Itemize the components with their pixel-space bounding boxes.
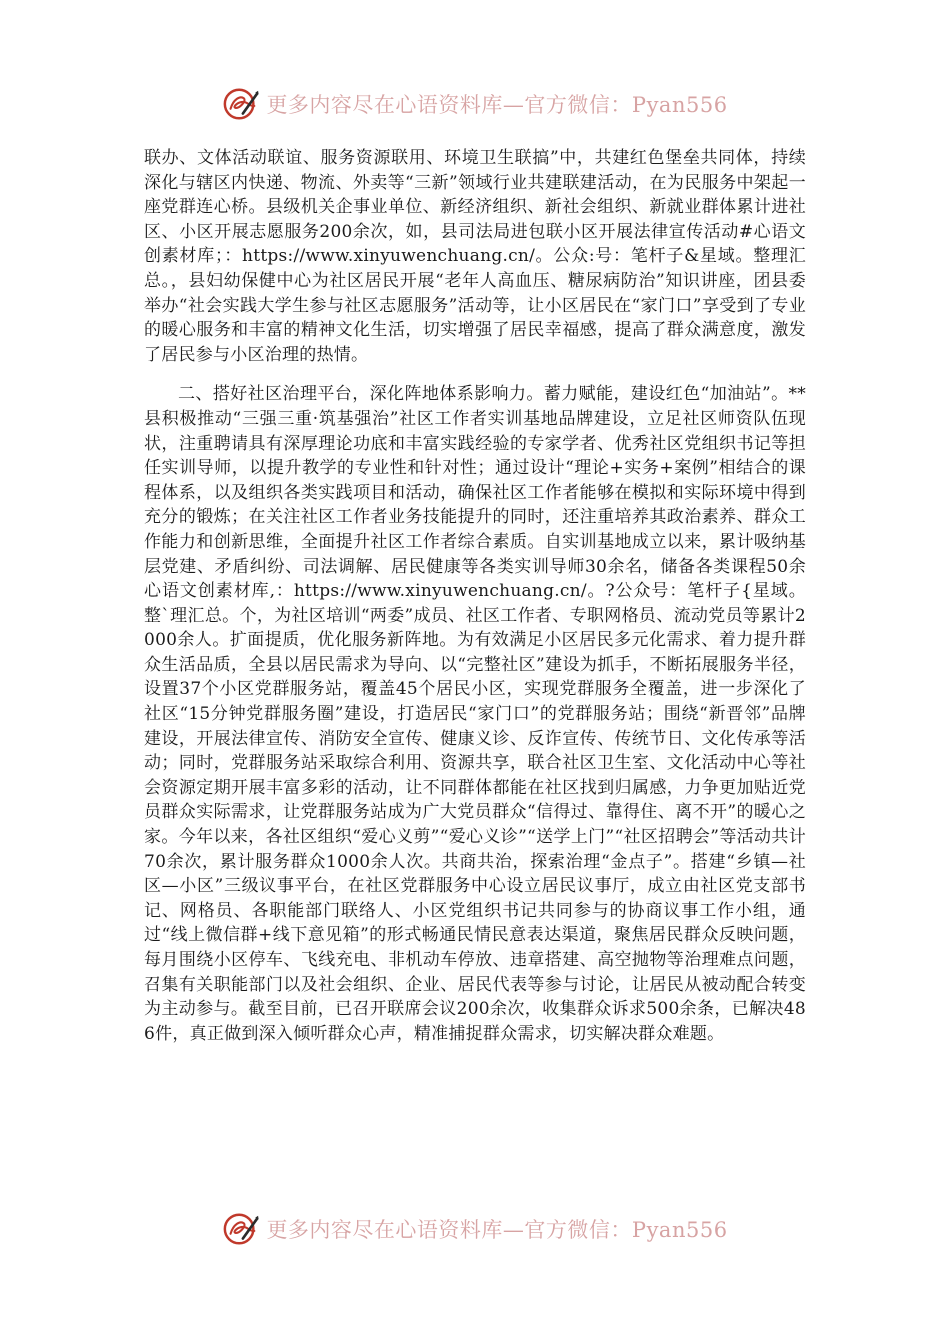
header-banner — [0, 82, 950, 126]
header-banner-text: 更多内容尽在心语资料库—官方微信：Pyan556 — [266, 93, 728, 117]
footer-banner-text: 更多内容尽在心语资料库—官方微信：Pyan556 — [266, 1218, 728, 1242]
signature-pen-logo-icon — [222, 1210, 260, 1248]
paragraph-2: 二、搭好社区治理平台，深化阵地体系影响力。蓄力赋能，建设红色“加油站”。**县积极推动“三强三重·筑基强治”社区工作者实训基地品牌建设，立足社区师资队伍现状，注重聘请具有深厚理论功底和丰富实践经验的专家学者、优秀社区党组织书记等担任实训导师，以提升教学的专业性和针对性；通过设计“理论+实务+案例”相结合的课程体系，以及组织各类实践项目和活动，确保社区工作者能够在模拟和实际环境中得到充分的锻炼；在关注社区工作者业务技能提升的同时，还注重培养其政治素养、群众工作能力和创新思维，全面提升社区工作者综合素质。自实训基地成立以来，累计吸纳基层党建、矛盾纠纷、司法调解、居民健康等各类实训导师30余名，储备各类课程50余心语文创素材库,：https://www.xinyuwenchuang.cn/。?公众号：笔杆子{星域。整`理汇总。个，为社区培训“两委”成员、社区工作者、专职网格员、流动党员等累计2000余人。扩面提质，优化服务新阵地。为有效满足小区居民多元化需求、着力提升群众生活品质，全县以居民需求为导向、以“完整社区”建设为抓手，不断拓展服务半径，设置37个小区党群服务站，覆盖45个居民小区，实现党群服务全覆盖，进一步深化了社区“15分钟党群服务圈”建设，打造居民“家门口”的党群服务站；围绕“新晋邻”品牌建设，开展法律宣传、消防安全宣传、健康义诊、反诈宣传、传统节日、文化传承等活动；同时，党群服务站采取综合利用、资源共享，联合社区卫生室、文化活动中心等社会资源定期开展丰富多彩的活动，让不同群体都能在社区找到归属感，力争更加贴近党员群众实际需求，让党群服务站成为广大党员群众“信得过、靠得住、离不开”的暖心之家。今年以来，各社区组织“爱心义剪”“爱心义诊”“送学上门”“社区招聘会”等活动共计70余次，累计服务群众1000余人次。共商共治，探索治理“金点子”。搭建“乡镇—社区—小区”三级议事平台，在社区党群服务中心设立居民议事厅，成立由社区党支部书记、网格员、各职能部门联络人、小区党组织书记共同参与的协商议事工作小组，通过“线上微信群+线下意见箱”的形式畅通民情民意表达渠道，聚焦居民群众反映问题，每月围绕小区停车、飞线充电、非机动车停放、违章搭建、高空抛物等治理难点问题，召集有关职能部门以及社会组织、企业、居民代表等参与讨论，让居民从被动配合转变为主动参与。截至目前，已召开联席会议200余次，收集群众诉求500余条，已解决486件，真正做到深入倾听群众心声，精准捕捉群众需求，切实解决群众难题。 — [144, 384, 806, 1044]
footer-banner — [0, 1207, 950, 1251]
paragraph-1: 联办、文体活动联谊、服务资源联用、环境卫生联搞”中，共建红色堡垒共同体，持续深化与辖区内快递、物流、外卖等“三新”领域行业共建联建活动，在为民服务中架起一座党群连心桥。县级机关企事业单位、新经济组织、新社会组织、新就业群体累计进社区、小区开展志愿服务200余次，如，县司法局进包联小区开展法律宣传活动#心语文创素材库；：https://www.xinyuwenchuang.cn/。公众:号：笔杆子&星域。整理汇总。，县妇幼保健中心为社区居民开展“老年人高血压、糖尿病防治”知识讲座，团县委举办“社会实践大学生参与社区志愿服务”活动等，让小区居民在“家门口”享受到了专业的暖心服务和丰富的精神文化生活，切实增强了居民幸福感，提高了群众满意度，激发了居民参与小区治理的热情。 — [144, 148, 806, 365]
document-body — [144, 146, 806, 1046]
signature-pen-logo-icon — [222, 85, 260, 123]
